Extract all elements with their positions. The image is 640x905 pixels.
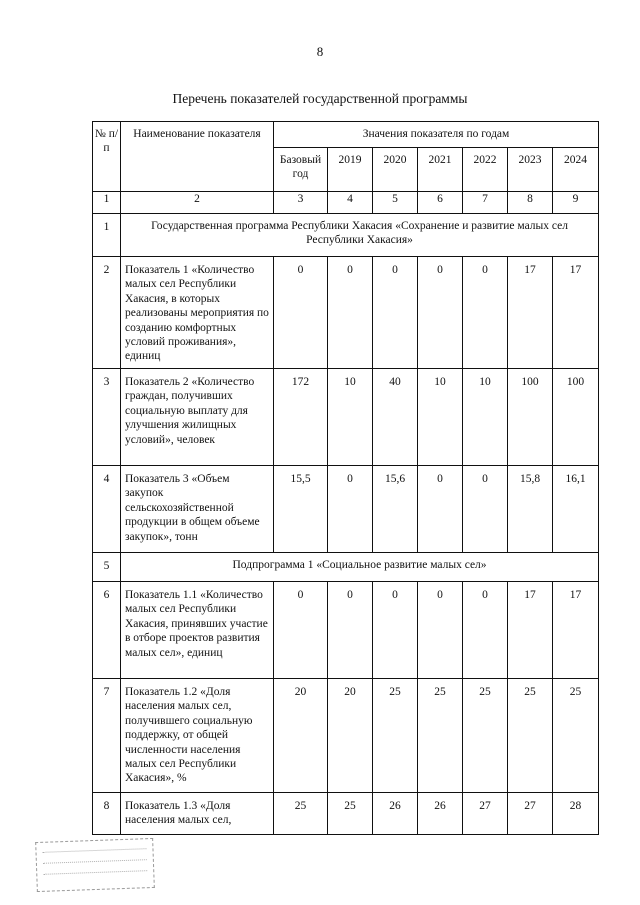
value-cell: 25 [463, 679, 508, 793]
header-year: 2021 [418, 148, 463, 192]
indicator-name: Показатель 1.2 «Доля населения малых сел, получившего социальную поддержку, от общей численности населения малых сел Республики Хакасия», % [121, 679, 274, 793]
header-year: 2020 [373, 148, 418, 192]
indicator-name: Показатель 1.1 «Количество малых сел Республики Хакасия, принявших участие в отборе проектов развития малых сел», единиц [121, 582, 274, 679]
column-index: 4 [328, 192, 373, 214]
table-row [93, 466, 599, 553]
value-cell: 17 [508, 582, 553, 679]
header-year: 2024 [553, 148, 599, 192]
column-index: 3 [274, 192, 328, 214]
column-index: 5 [373, 192, 418, 214]
value-cell: 40 [373, 369, 418, 466]
value-cell: 26 [418, 793, 463, 835]
section-row [93, 214, 599, 257]
column-index: 1 [93, 192, 121, 214]
faded-stamp [35, 838, 155, 892]
header-name: Наименование показателя [121, 122, 274, 192]
row-number: 2 [93, 257, 121, 369]
header-values: Значения показателя по годам [274, 122, 599, 148]
row-number: 6 [93, 582, 121, 679]
value-cell: 25 [373, 679, 418, 793]
value-cell: 25 [508, 679, 553, 793]
table-row [93, 257, 599, 369]
value-cell: 0 [463, 257, 508, 369]
value-cell: 25 [274, 793, 328, 835]
document-title: Перечень показателей государственной программы [172, 91, 468, 106]
column-index: 7 [463, 192, 508, 214]
value-cell: 0 [418, 582, 463, 679]
value-cell: 17 [553, 257, 599, 369]
row-number: 4 [93, 466, 121, 553]
value-cell: 16,1 [553, 466, 599, 553]
value-cell: 15,6 [373, 466, 418, 553]
value-cell: 20 [274, 679, 328, 793]
value-cell: 0 [274, 582, 328, 679]
value-cell: 0 [418, 466, 463, 553]
value-cell: 25 [328, 793, 373, 835]
indicator-name: Показатель 2 «Количество граждан, получивших социальную выплату для улучшения жилищных условий», человек [121, 369, 274, 466]
value-cell: 0 [328, 466, 373, 553]
value-cell: 172 [274, 369, 328, 466]
table-row [93, 679, 599, 793]
value-cell: 25 [418, 679, 463, 793]
indicator-name: Показатель 3 «Объем закупок сельскохозяйственной продукции в общем объеме закупок», тонн [121, 466, 274, 553]
column-index: 6 [418, 192, 463, 214]
column-index: 8 [508, 192, 553, 214]
value-cell: 10 [418, 369, 463, 466]
table-row [93, 582, 599, 679]
header-num: № п/п [93, 122, 121, 192]
indicator-name: Показатель 1 «Количество малых сел Республики Хакасия, в которых реализованы мероприятия по созданию комфортных условий проживания», единиц [121, 257, 274, 369]
row-number: 5 [93, 553, 121, 582]
indicator-name: Показатель 1.3 «Доля населения малых сел, [121, 793, 274, 835]
value-cell: 15,5 [274, 466, 328, 553]
column-index: 9 [553, 192, 599, 214]
section-row [93, 553, 599, 582]
value-cell: 26 [373, 793, 418, 835]
table-row [93, 369, 599, 466]
value-cell: 25 [553, 679, 599, 793]
header-row [93, 122, 599, 148]
row-number: 1 [93, 214, 121, 257]
table-row [93, 793, 599, 835]
value-cell: 100 [508, 369, 553, 466]
value-cell: 17 [508, 257, 553, 369]
section-title: Подпрограмма 1 «Социальное развитие малых сел» [121, 553, 599, 582]
row-number: 3 [93, 369, 121, 466]
value-cell: 27 [463, 793, 508, 835]
value-cell: 0 [328, 257, 373, 369]
value-cell: 0 [328, 582, 373, 679]
row-number: 8 [93, 793, 121, 835]
value-cell: 17 [553, 582, 599, 679]
row-number: 7 [93, 679, 121, 793]
value-cell: 10 [328, 369, 373, 466]
value-cell: 20 [328, 679, 373, 793]
value-cell: 0 [274, 257, 328, 369]
indicators-table [92, 121, 599, 835]
column-index-row [93, 192, 599, 214]
header-year: 2019 [328, 148, 373, 192]
value-cell: 27 [508, 793, 553, 835]
header-year: 2022 [463, 148, 508, 192]
value-cell: 0 [463, 582, 508, 679]
header-year: 2023 [508, 148, 553, 192]
value-cell: 0 [373, 582, 418, 679]
section-title: Государственная программа Республики Хакасия «Сохранение и развитие малых сел Республики Хакасия» [121, 214, 599, 257]
page-number: 8 [316, 44, 324, 59]
value-cell: 10 [463, 369, 508, 466]
value-cell: 28 [553, 793, 599, 835]
value-cell: 0 [373, 257, 418, 369]
header-year: Базовый год [274, 148, 328, 192]
value-cell: 100 [553, 369, 599, 466]
value-cell: 15,8 [508, 466, 553, 553]
column-index: 2 [121, 192, 274, 214]
value-cell: 0 [418, 257, 463, 369]
value-cell: 0 [463, 466, 508, 553]
